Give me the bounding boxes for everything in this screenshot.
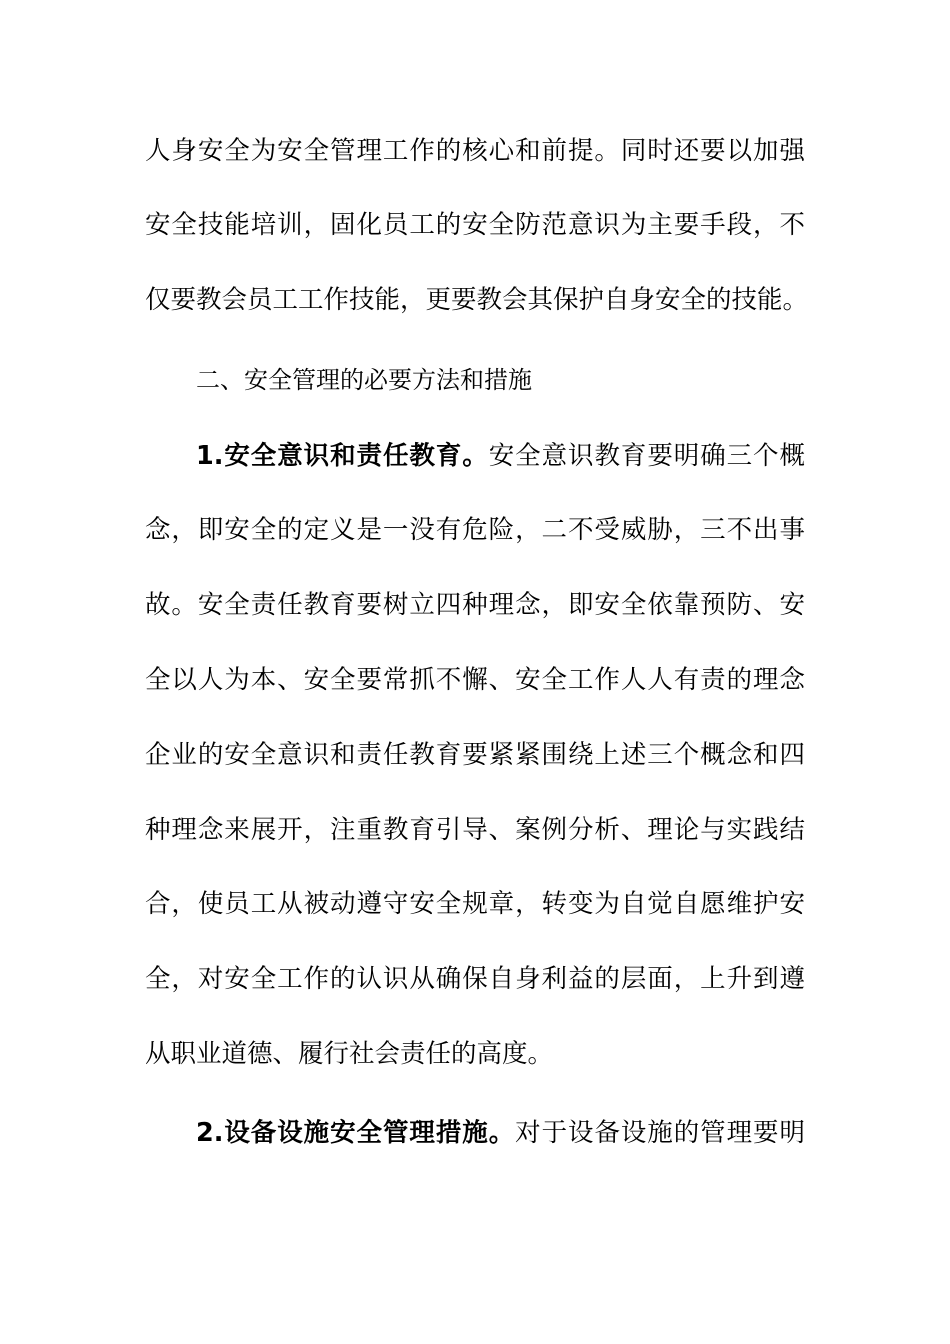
- item1-first-line-text: 安全意识教育要明确三个概: [488, 441, 805, 471]
- section-heading: 二、安全管理的必要方法和措施: [196, 366, 532, 394]
- intro-line-3: 仅要教会员工工作技能，更要教会其保护自身安全的技能。: [145, 285, 809, 315]
- item1-line-8: 全，对安全工作的认识从确保自身利益的层面，上升到遵: [145, 964, 805, 994]
- item1-line-7: 合，使员工从被动遵守安全规章，转变为自觉自愿维护安: [145, 889, 805, 919]
- item1-line-6: 种理念来展开，注重教育引导、案例分析、理论与实践结: [145, 815, 805, 845]
- item1-line-5: 企业的安全意识和责任教育要紧紧围绕上述三个概念和四: [145, 740, 805, 770]
- intro-line-2: 安全技能培训，固化员工的安全防范意识为主要手段，不: [145, 210, 805, 240]
- intro-line-1: 人身安全为安全管理工作的核心和前提。同时还要以加强: [145, 136, 805, 166]
- item1-line-2: 念，即安全的定义是一没有危险，二不受威胁，三不出事: [145, 515, 805, 545]
- item2-title: 2.设备设施安全管理措施。: [196, 1118, 516, 1148]
- item2-first-line: [196, 1113, 805, 1153]
- item1-line-4: 全以人为本、安全要常抓不懈、安全工作人人有责的理念: [145, 665, 805, 695]
- item1-first-line: [196, 436, 805, 476]
- item1-line-9: 从职业道德、履行社会责任的高度。: [145, 1039, 554, 1069]
- item1-title: 1.安全意识和责任教育。: [196, 441, 489, 471]
- item1-line-3: 故。安全责任教育要树立四种理念，即安全依靠预防、安: [145, 590, 805, 620]
- item2-first-line-text: 对于设备设施的管理要明: [515, 1118, 805, 1148]
